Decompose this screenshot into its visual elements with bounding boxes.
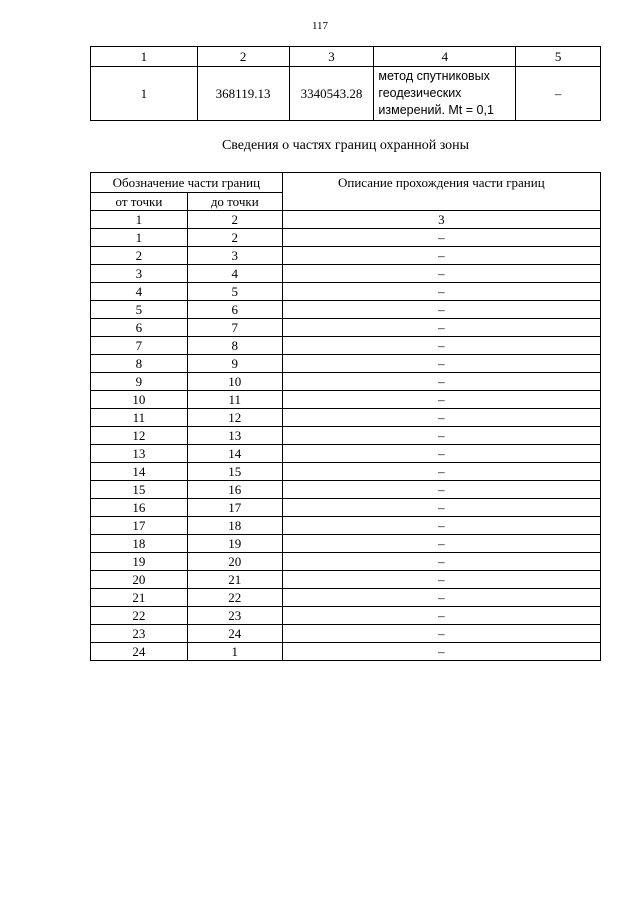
header-boundary-part: Обозначение части границ xyxy=(91,173,283,193)
to-point: 6 xyxy=(187,301,282,319)
part-description: – xyxy=(282,571,600,589)
table-row xyxy=(91,337,601,355)
table-row xyxy=(91,625,601,643)
col-header-1: 1 xyxy=(91,47,198,67)
from-point: 7 xyxy=(91,337,188,355)
from-point: 20 xyxy=(91,571,188,589)
from-point: 11 xyxy=(91,409,188,427)
from-point: 6 xyxy=(91,319,188,337)
part-description: – xyxy=(282,427,600,445)
from-point: 18 xyxy=(91,535,188,553)
part-description: – xyxy=(282,229,600,247)
to-point: 1 xyxy=(187,643,282,661)
column-number: 3 xyxy=(282,211,600,229)
part-description: – xyxy=(282,589,600,607)
to-point: 19 xyxy=(187,535,282,553)
col-header-4: 4 xyxy=(374,47,516,67)
header-to-point: до точки xyxy=(187,193,282,211)
from-point: 12 xyxy=(91,427,188,445)
to-point: 5 xyxy=(187,283,282,301)
table-row xyxy=(91,427,601,445)
part-description: – xyxy=(282,607,600,625)
to-point: 12 xyxy=(187,409,282,427)
column-numbering-row xyxy=(91,211,601,229)
from-point: 10 xyxy=(91,391,188,409)
part-description: – xyxy=(282,391,600,409)
from-point: 5 xyxy=(91,301,188,319)
to-point: 21 xyxy=(187,571,282,589)
part-description: – xyxy=(282,301,600,319)
from-point: 17 xyxy=(91,517,188,535)
to-point: 13 xyxy=(187,427,282,445)
to-point: 23 xyxy=(187,607,282,625)
header-from-point: от точки xyxy=(91,193,188,211)
point-number: 1 xyxy=(91,67,198,121)
part-description: – xyxy=(282,445,600,463)
part-description: – xyxy=(282,409,600,427)
part-description: – xyxy=(282,535,600,553)
to-point: 16 xyxy=(187,481,282,499)
from-point: 13 xyxy=(91,445,188,463)
method-line: геодезических xyxy=(378,86,462,100)
boundary-parts-table xyxy=(90,172,601,661)
table-row xyxy=(91,553,601,571)
part-description: – xyxy=(282,355,600,373)
table-row xyxy=(91,391,601,409)
from-point: 4 xyxy=(91,283,188,301)
column-number: 1 xyxy=(91,211,188,229)
from-point: 16 xyxy=(91,499,188,517)
coordinate-y: 3340543.28 xyxy=(289,67,374,121)
from-point: 23 xyxy=(91,625,188,643)
from-point: 24 xyxy=(91,643,188,661)
part-description: – xyxy=(282,553,600,571)
to-point: 7 xyxy=(187,319,282,337)
table-row xyxy=(91,517,601,535)
part-description: – xyxy=(282,319,600,337)
to-point: 4 xyxy=(187,265,282,283)
to-point: 24 xyxy=(187,625,282,643)
method-line: измерений. Mt = 0,1 xyxy=(378,103,494,117)
from-point: 22 xyxy=(91,607,188,625)
from-point: 2 xyxy=(91,247,188,265)
from-point: 9 xyxy=(91,373,188,391)
table-row xyxy=(91,247,601,265)
part-description: – xyxy=(282,625,600,643)
to-point: 3 xyxy=(187,247,282,265)
col-header-3: 3 xyxy=(289,47,374,67)
to-point: 9 xyxy=(187,355,282,373)
from-point: 3 xyxy=(91,265,188,283)
to-point: 22 xyxy=(187,589,282,607)
table-row xyxy=(91,535,601,553)
to-point: 8 xyxy=(187,337,282,355)
from-point: 14 xyxy=(91,463,188,481)
part-description: – xyxy=(282,481,600,499)
method-line: метод спутниковых xyxy=(378,69,490,83)
table-row xyxy=(91,229,601,247)
part-description: – xyxy=(282,517,600,535)
part-description: – xyxy=(282,337,600,355)
from-point: 8 xyxy=(91,355,188,373)
table-row xyxy=(91,499,601,517)
part-description: – xyxy=(282,265,600,283)
table-row xyxy=(91,355,601,373)
part-description: – xyxy=(282,463,600,481)
coordinates-table xyxy=(90,46,601,121)
table-row xyxy=(91,283,601,301)
table-row xyxy=(91,373,601,391)
part-description: – xyxy=(282,499,600,517)
table-row xyxy=(91,463,601,481)
col5-value: – xyxy=(516,67,601,121)
part-description: – xyxy=(282,247,600,265)
from-point: 19 xyxy=(91,553,188,571)
table-row xyxy=(91,319,601,337)
table-row xyxy=(91,265,601,283)
to-point: 18 xyxy=(187,517,282,535)
table-row xyxy=(91,571,601,589)
to-point: 14 xyxy=(187,445,282,463)
col-header-5: 5 xyxy=(516,47,601,67)
part-description: – xyxy=(282,643,600,661)
header-description: Описание прохождения части границ xyxy=(282,173,600,211)
column-number: 2 xyxy=(187,211,282,229)
table-row xyxy=(91,589,601,607)
measurement-method xyxy=(374,67,516,121)
page-number: 117 xyxy=(311,20,329,32)
from-point: 21 xyxy=(91,589,188,607)
to-point: 2 xyxy=(187,229,282,247)
col-header-2: 2 xyxy=(197,47,289,67)
part-description: – xyxy=(282,283,600,301)
coordinate-x: 368119.13 xyxy=(197,67,289,121)
table-row xyxy=(91,643,601,661)
from-point: 1 xyxy=(91,229,188,247)
to-point: 15 xyxy=(187,463,282,481)
to-point: 10 xyxy=(187,373,282,391)
part-description: – xyxy=(282,373,600,391)
table-row xyxy=(91,301,601,319)
coordinates-header-row xyxy=(91,47,601,67)
from-point: 15 xyxy=(91,481,188,499)
table-row xyxy=(91,607,601,625)
section-title: Сведения о частях границ охранной зоны xyxy=(221,138,470,153)
to-point: 11 xyxy=(187,391,282,409)
table-row xyxy=(91,481,601,499)
to-point: 20 xyxy=(187,553,282,571)
table-row xyxy=(91,409,601,427)
coordinates-row xyxy=(91,67,601,121)
to-point: 17 xyxy=(187,499,282,517)
boundary-header-row xyxy=(91,173,601,193)
table-row xyxy=(91,445,601,463)
